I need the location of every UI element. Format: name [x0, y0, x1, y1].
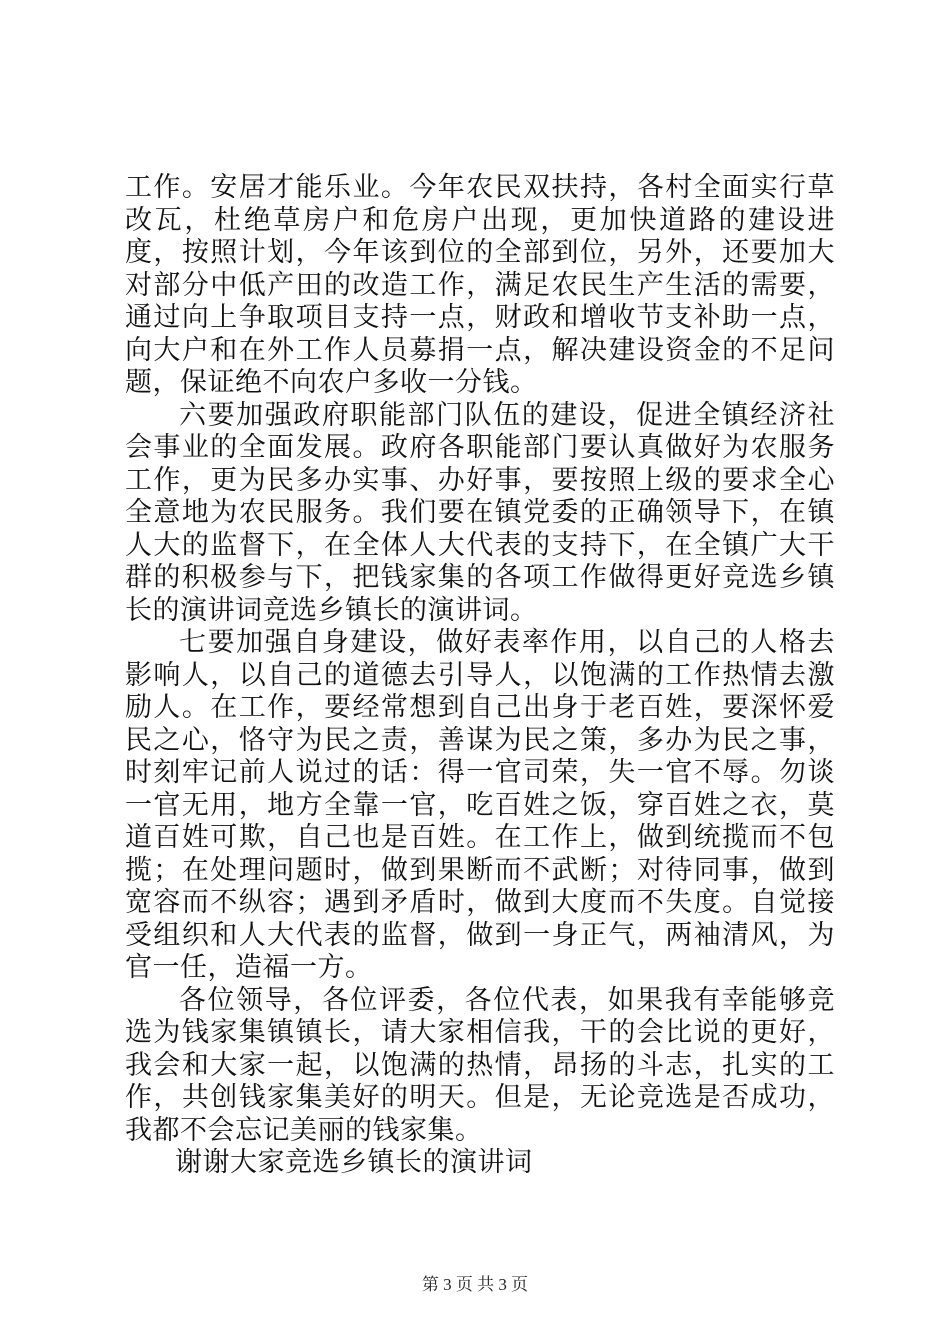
- document-body: [125, 172, 835, 1180]
- closing-line: 谢谢大家竞选乡镇长的演讲词: [175, 1147, 533, 1178]
- paragraph-item-six: 六要加强政府职能部门队伍的建设，促进全镇经济社会事业的全面发展。政府各职能部门要认真做好为农服务工作，更为民多办实事、办好事，要按照上级的要求全心全意地为农民服务。我们要在镇党委的正确领导下，在镇人大的监督下，在全体人大代表的支持下，在全镇广大干群的积极参与下，把钱家集的各项工作做得更好竞选乡镇长的演讲词竞选乡镇长的演讲词。: [125, 399, 835, 626]
- paragraph-appeal: 各位领导，各位评委，各位代表，如果我有幸能够竞选为钱家集镇镇长，请大家相信我，干的会比说的更好，我会和大家一起，以饱满的热情，昂扬的斗志，扎实的工作，共创钱家集美好的明天。但是，无论竞选是否成功，我都不会忘记美丽的钱家集。: [125, 984, 835, 1146]
- paragraph-continuation: 工作。安居才能乐业。今年农民双扶持，各村全面实行草改瓦，杜绝草房户和危房户出现，更加快道路的建设进度，按照计划，今年该到位的全部到位，另外，还要加大对部分中低产田的改造工作，满足农民生产生活的需要，通过向上争取项目支持一点，财政和增收节支补助一点，向大户和在外工作人员募捐一点，解决建设资金的不足问题，保证绝不向农户多收一分钱。: [125, 172, 835, 398]
- page-number-footer: 第 3 页 共 3 页: [421, 1275, 529, 1294]
- paragraph-item-seven: 七要加强自身建设，做好表率作用，以自己的人格去影响人，以自己的道德去引导人，以饱满的工作热情去激励人。在工作，要经常想到自己出身于老百姓，要深怀爱民之心，恪守为民之责，善谋为民之策，多办为民之事，时刻牢记前人说过的话：得一官司荣，失一官不辱。勿谈一官无用，地方全靠一官，吃百姓之饭，穿百姓之衣，莫道百姓可欺，自己也是百姓。在工作上，做到统揽而不包揽；在处理问题时，做到果断而不武断；对待同事，做到宽容而不纵容；遇到矛盾时，做到大度而不失度。自觉接受组织和人大代表的监督，做到一身正气，两袖清风，为官一任，造福一方。: [125, 627, 835, 983]
